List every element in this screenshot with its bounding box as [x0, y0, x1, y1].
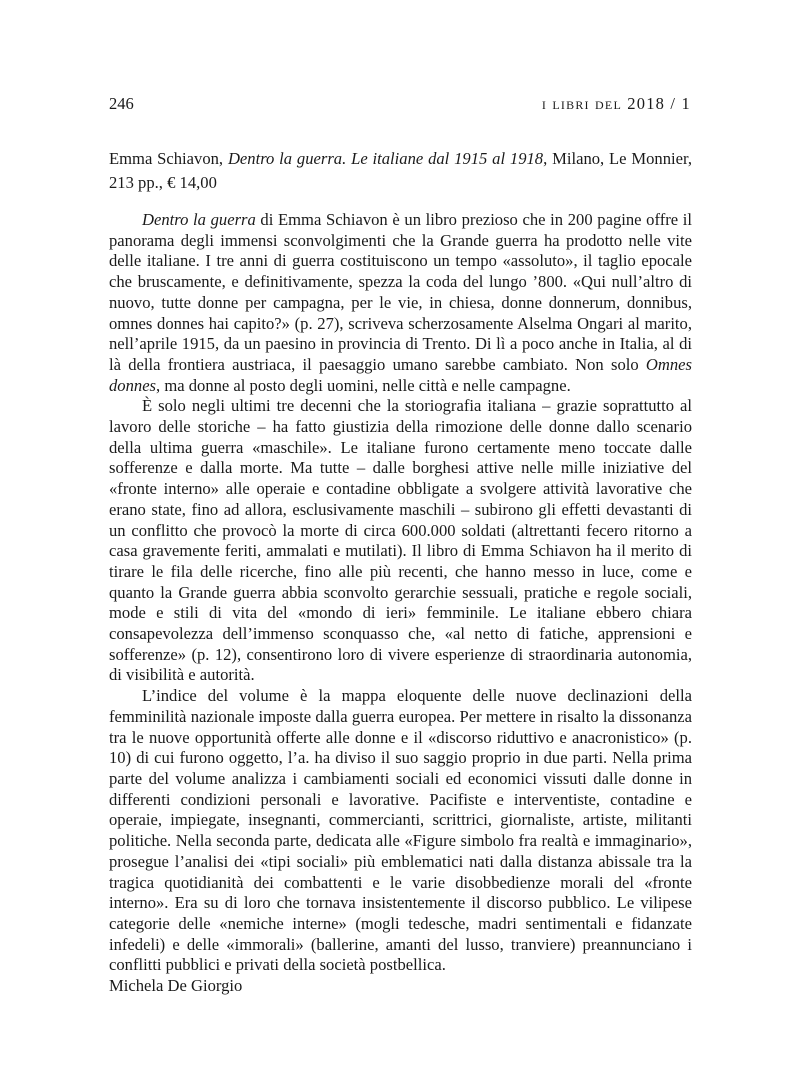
running-head: i libri del 2018 / 1: [541, 94, 691, 113]
paragraph-1-text-b: , ma donne al posto degli uomini, nelle città e nelle campagne.: [156, 375, 571, 395]
review-body: [109, 210, 692, 997]
paragraph-3: L’indice del volume è la mappa eloquente delle nuove declinazioni della femminilità nazionale imposte dalla guerra europea. Per mettere in risalto la dissonanza tra le nuove opportunità offerte alle donne e il «discorso riduttivo e anacronistico» (p. 10) di cui furono oggetto, l’a. ha diviso il suo saggio proprio in due parti. Nella prima parte del volume analizza i cambiamenti sociali ed economici vissuti dalle donne in differenti condizioni personali e lavorative. Pacifiste e interventiste, contadine e operaie, impiegate, insegnanti, commercianti, scrittrici, giornaliste, artiste, militanti politiche. Nella seconda parte, dedicata alle «Figure simbolo fra realtà e immaginario», prosegue l’analisi dei «tipi sociali» più emblematici nati dalla distanza abissale tra la tragica quotidianità dei combattenti e le varie disobbedienze morali del «fronte interno». Era su di loro che tornava insistentemente il discorso pubblico. Le vilipese categorie delle «nemiche interne» (mogli tedesche, madri sentimentali e fidanzate infedeli) e delle «immorali» (ballerine, amanti del lusso, tranviere) preannunciano i conflitti pubblici e privati della società postbellica.: [109, 686, 692, 975]
page-header: [109, 94, 691, 118]
citation-publication: , Milano, Le Monnier, 213 pp., € 14,00: [109, 149, 693, 192]
citation-author: Emma Schiavon,: [109, 149, 224, 168]
paragraph-2: È solo negli ultimi tre decenni che la storiografia italiana – grazie soprattutto al lavoro delle storiche – ha fatto giustizia della rimozione delle donne dallo scenario della ultima guerra «maschile». Le italiane furono certamente meno toccate dalle sofferenze e dalla morte. Ma tutte – dalle borghesi attive nelle mille iniziative del «fronte interno» alle operaie e contadine obbligate a svolgere attività lavorative che erano state, fino ad allora, esclusivamente maschili – subirono gli effetti devastanti di un conflitto che provocò la morte di circa 600.000 soldati (altrettanti fecero ritorno a casa gravemente feriti, ammalati e mutilati). Il libro di Emma Schiavon ha il merito di tirare le fila delle ricerche, fino alle più recenti, che hanno messo in luce, come e quanto la Grande guerra abbia sconvolto gerarchie sessuali, pratiche e regole sociali, mode e stili di vita del «mondo di ieri» femminile. Le italiane ebbero chiara consapevolezza dell’immenso sconquasso che, «al netto di fatiche, apprensioni e sofferenze» (p. 12), consentirono loro di vivere esperienze di straordinaria autonomia, di visibilità e autorità.: [109, 396, 692, 685]
reviewer-signature: Michela De Giorgio: [109, 976, 243, 996]
paragraph-1-text-a: di Emma Schiavon è un libro prezioso che in 200 pagine offre il panorama degli immensi sconvolgimenti che la Grande guerra ha prodotto nelle vite delle italiane. I tre anni di guerra costituiscono un tempo «assoluto», il taglio epocale che bruscamente, e definitivamente, spezza la coda del lungo ’800. «Qui null’altro di nuovo, tutte donne per campagna, per le vie, in chiesa, donne donnerum, donnibus, omnes donnes hai capito?» (p. 27), scriveva scherzosamente Alselma Ongari al marito, nell’aprile 1915, da un paesino in provincia di Trento. Di lì a poco anche in Italia, al di là della frontiera austriaca, il paesaggio umano sarebbe cambiato. Non solo: [109, 210, 692, 374]
paragraph-1: [109, 210, 692, 396]
paragraph-1-italic-phrase: Omnes donnes: [109, 354, 692, 395]
page-number: 246: [109, 94, 134, 113]
citation-title: Dentro la guerra. Le italiane dal 1915 al 1918: [227, 149, 544, 168]
book-citation: [109, 147, 692, 194]
paragraph-1-italic-title: Dentro la guerra: [142, 210, 256, 229]
